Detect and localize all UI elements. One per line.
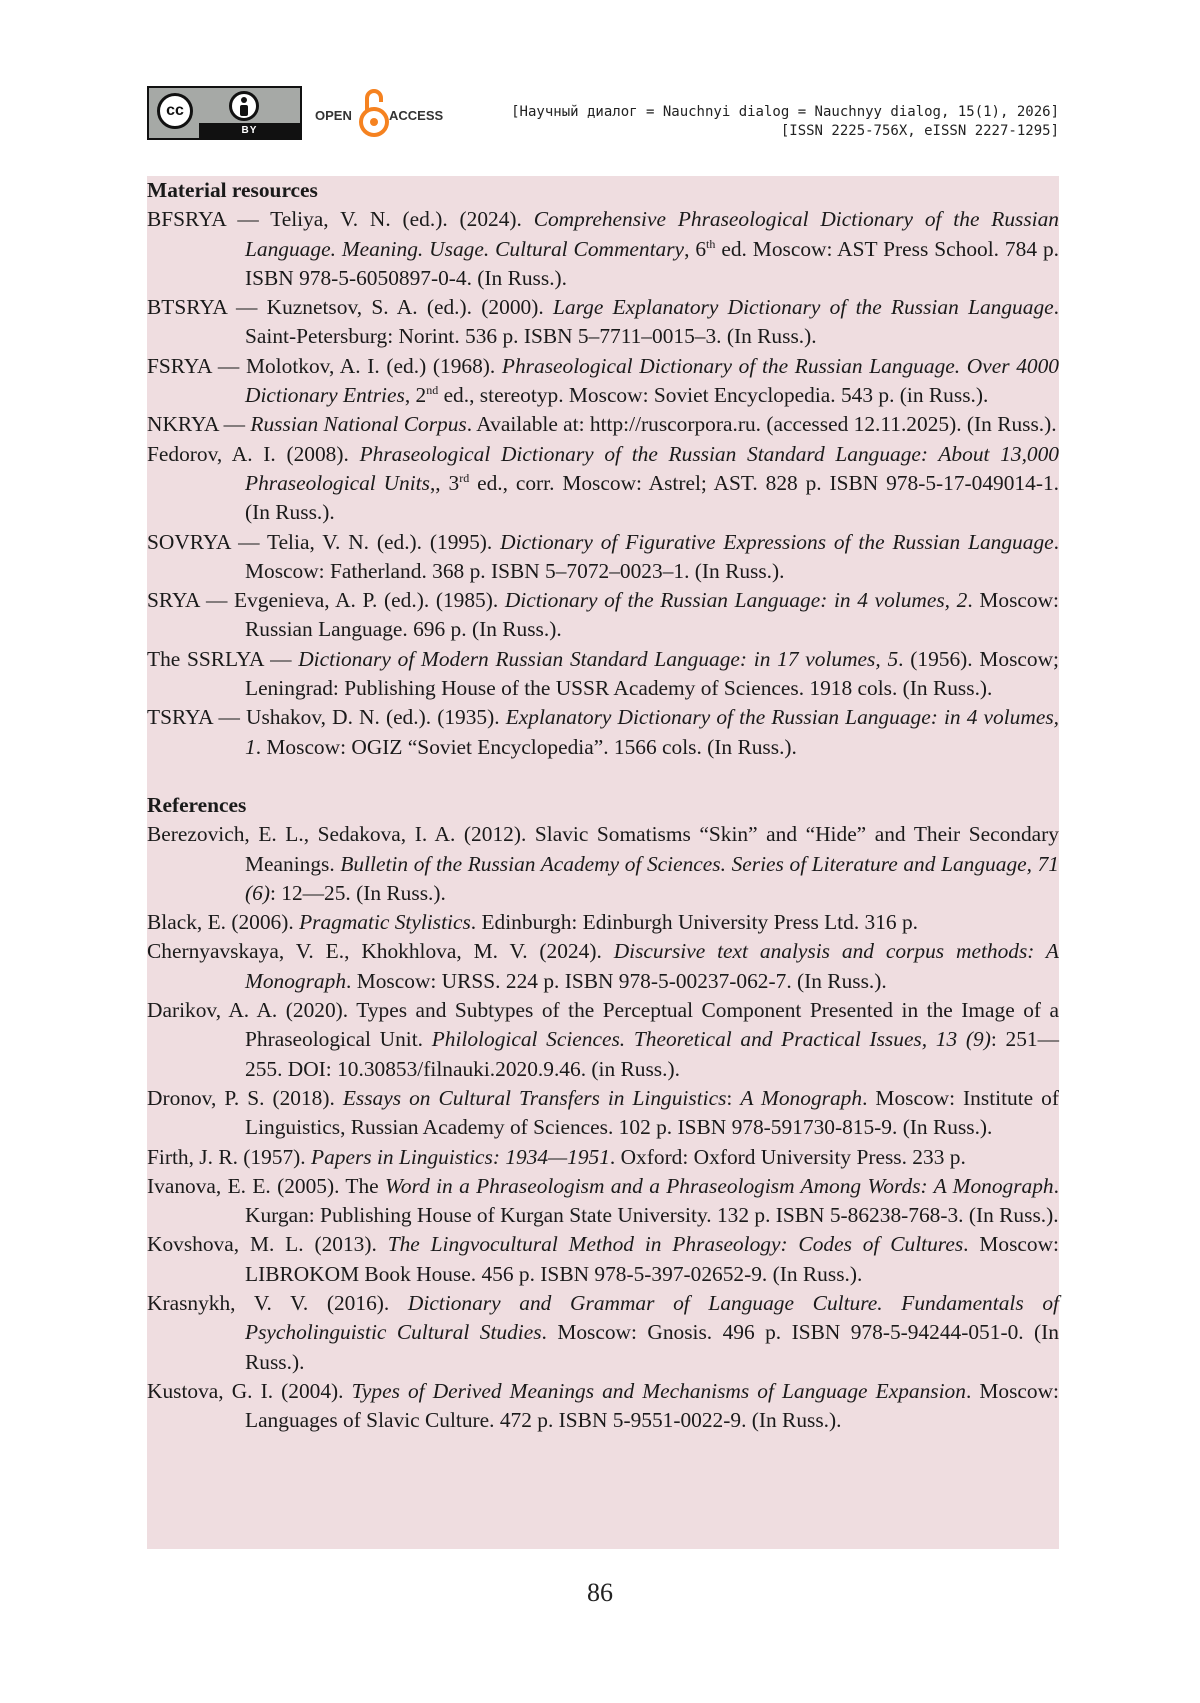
material-resource-entry: FSRYA — Molotkov, A. I. (ed.) (1968). Phraseological Dictionary of the Russian Language. Over 4000 Dictionary Entries, 2nd ed., stereotyp. Moscow: Soviet Encyclopedia. 543 p. (in Russ.). [147, 353, 1059, 408]
entry-title: Types of Derived Meanings and Mechanisms of Language Expansion [351, 1378, 966, 1403]
entry-title: The Lingvocultural Method in Phraseology: Codes of Cultures [387, 1232, 964, 1257]
entry-title: A Monograph [740, 1085, 863, 1110]
page-header [147, 86, 1059, 144]
cc-by-license-badge[interactable] [147, 86, 302, 140]
material-resource-entry: SRYA — Evgenieva, A. P. (ed.). (1985). Dictionary of the Russian Language: in 4 volumes, 2. Moscow: Russian Language. 696 p. (In Russ.). [147, 588, 1059, 642]
reference-entry: Krasnykh, V. V. (2016). Dictionary and Grammar of Language Culture. Fundamentals of Psycholinguistic Cultural Studies. Moscow: Gnosis. 496 p. ISBN 978-5-94244-051-0. (In Russ.). [147, 1290, 1059, 1374]
reference-entry: Berezovich, E. L., Sedakova, I. A. (2012). Slavic Somatisms “Skin” and “Hide” and Their Secondary Meanings. Bulletin of the Russian Academy of Sciences. Series of Literature and Language, 71 (6): 12—25. (In Russ.). [147, 822, 1059, 905]
references-list [147, 820, 1059, 1435]
entry-title: Dictionary of the Russian Language: in 4 volumes, 2 [504, 588, 968, 613]
reference-entry: Kustova, G. I. (2004). Types of Derived Meanings and Mechanisms of Language Expansion. Moscow: Languages of Slavic Culture. 472 p. ISBN 5-9551-0022-9. (In Russ.). [147, 1378, 1059, 1433]
entry-title: Essays on Cultural Transfers in Linguistics [342, 1085, 727, 1110]
entry-title: Large Explanatory Dictionary of the Russian Language [553, 295, 1054, 320]
reference-entry: Kovshova, M. L. (2013). The Lingvocultural Method in Phraseology: Codes of Cultures. Moscow: LIBROKOM Book House. 456 p. ISBN 978-5-397-02652-9. (In Russ.). [147, 1232, 1059, 1286]
entry-title: Word in a Phraseologism and a Phraseologism Among Words: A Monograph [384, 1173, 1054, 1198]
material-resources-heading: Material resources [147, 178, 318, 202]
references-heading: References [147, 792, 247, 817]
entry-title: Dictionary of Figurative Expressions of the Russian Language [500, 529, 1054, 554]
journal-citation [511, 103, 1059, 141]
material-resources-list [147, 205, 1059, 762]
entry-title: Phraseological Dictionary of the Russian Language. Over 4000 Dictionary Entries [245, 353, 1059, 408]
entry-title: Discursive text analysis and corpus methods: A Monograph [245, 939, 1059, 993]
page-number: 86 [587, 1578, 613, 1607]
reference-entry: Chernyavskaya, V. E., Khokhlova, M. V. (2024). Discursive text analysis and corpus methods: A Monograph. Moscow: URSS. 224 p. ISBN 978-5-00237-062-7. (In Russ.). [147, 939, 1059, 993]
entry-title: Dictionary of Modern Russian Standard Language: in 17 volumes, 5 [298, 646, 899, 671]
reference-entry: Black, E. (2006). Pragmatic Stylistics. Edinburgh: Edinburgh University Press Ltd. 316 p. [147, 910, 918, 935]
material-resource-entry: SOVRYA — Telia, V. N. (ed.). (1995). Dictionary of Figurative Expressions of the Russian Language. Moscow: Fatherland. 368 p. ISBN 5–7072–0023–1. (In Russ.). [147, 529, 1059, 583]
journal-citation-line1: [Научный диалог = Nauchnyi dialog = Nauchnyy dialog, 15(1), 2026] [511, 104, 1059, 120]
open-access-lock-icon [359, 86, 389, 140]
creative-commons-icon: cc [157, 93, 193, 129]
entry-title: Papers in Linguistics: 1934—1951 [311, 1144, 610, 1169]
material-resource-entry: TSRYA — Ushakov, D. N. (ed.). (1935). Explanatory Dictionary of the Russian Language: in 4 volumes, 1. Moscow: OGIZ “Soviet Encyclopedia”. 1566 cols. (In Russ.). [147, 705, 1059, 759]
open-access-open-text: OPEN [315, 108, 352, 123]
entry-title: Pragmatic Stylistics [299, 910, 471, 935]
entry-title: Dictionary and Grammar of Language Culture. Fundamentals of Psycholinguistic Cultural Studies [245, 1290, 1059, 1345]
reference-entry: Darikov, A. A. (2020). Types and Subtypes of the Perceptual Component Presented in the Image of a Phraseological Unit. Philological Sciences. Theoretical and Practical Issues, 13 (9): 251—255. DOI: 10.30853/filnauki.2020.9.46. (in Russ.). [147, 998, 1059, 1081]
entry-title: Phraseological Dictionary of the Russian Standard Language: About 13,000 Phraseological Units [245, 441, 1059, 495]
reference-entry: Firth, J. R. (1957). Papers in Linguistics: 1934—1951. Oxford: Oxford University Press. 233 p. [147, 1144, 966, 1169]
material-resource-entry: The SSRLYA — Dictionary of Modern Russian Standard Language: in 17 volumes, 5. (1956). Moscow; Leningrad: Publishing House of the USSR Academy of Sciences. 1918 cols. (In Russ.). [147, 646, 1059, 701]
material-resource-entry: BTSRYA — Kuznetsov, S. A. (ed.). (2000). Large Explanatory Dictionary of the Russian Language. Saint-Petersburg: Norint. 536 p. ISBN 5–7711–0015–3. (In Russ.). [147, 295, 1059, 349]
journal-citation-line2: [ISSN 2225-756X, eISSN 2227-1295] [780, 123, 1059, 139]
material-resource-entry: Fedorov, A. I. (2008). Phraseological Dictionary of the Russian Standard Language: About 13,000 Phraseological Units,, 3rd ed., corr. Moscow: Astrel; AST. 828 p. ISBN 978-5-17-049014-1. (In Russ.). [147, 441, 1059, 525]
open-access-logo [315, 86, 465, 140]
reference-entry: Dronov, P. S. (2018). Essays on Cultural Transfers in Linguistics: A Monograph. Moscow: Institute of Linguistics, Russian Academy of Sciences. 102 p. ISBN 978-591730-815-9. (In Russ.). [147, 1085, 1059, 1140]
attribution-person-icon [229, 91, 259, 121]
entry-title: Explanatory Dictionary of the Russian Language: in 4 volumes, 1 [245, 705, 1059, 759]
entry-title: Bulletin of the Russian Academy of Sciences. Series of Literature and Language, 71 (6) [245, 851, 1059, 905]
material-resource-entry: NKRYA — Russian National Corpus. Available at: http://ruscorpora.ru. (accessed 12.11.2025). (In Russ.). [147, 412, 1057, 437]
open-access-access-text: ACCESS [389, 108, 444, 123]
entry-title: Comprehensive Phraseological Dictionary of the Russian Language. Meaning. Usage. Cultural Commentary [245, 207, 1060, 261]
material-resource-entry: BFSRYA — Teliya, V. N. (ed.). (2024). Comprehensive Phraseological Dictionary of the Russian Language. Meaning. Usage. Cultural Commentary, 6th ed. Moscow: AST Press School. 784 p. ISBN 978-5-6050897-0-4. (In Russ.). [147, 207, 1060, 290]
license-by-label: BY [199, 123, 300, 138]
bibliography-block [147, 176, 1059, 1549]
reference-entry: Ivanova, E. E. (2005). The Word in a Phraseologism and a Phraseologism Among Words: A Monograph. Kurgan: Publishing House of Kurgan State University. 132 p. ISBN 5-86238-768-3. (In Russ.). [147, 1173, 1059, 1228]
entry-title: Russian National Corpus [250, 412, 467, 437]
entry-title: Philological Sciences. Theoretical and Practical Issues, 13 (9) [431, 1027, 991, 1052]
